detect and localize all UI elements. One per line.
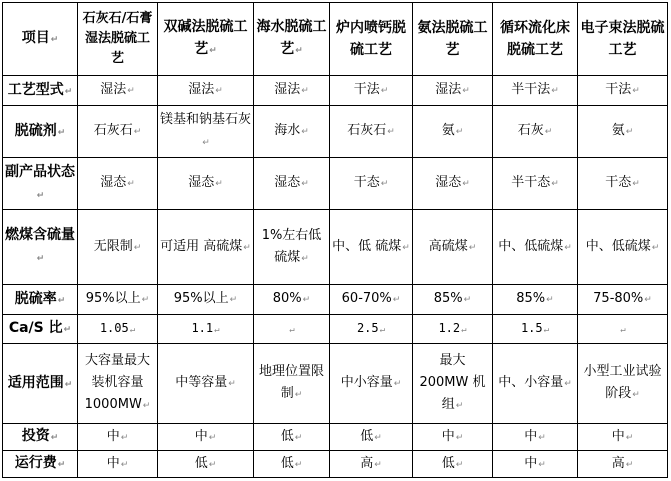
table-cell: 高↵	[330, 451, 413, 478]
table-cell: 中↵	[493, 451, 578, 478]
table-row	[3, 106, 668, 158]
table-cell: 干态↵	[578, 158, 668, 210]
table-cell: 干态↵	[330, 158, 413, 210]
table-cell: 低↵	[254, 424, 330, 451]
table-cell: 中等容量↵	[158, 344, 254, 424]
table-cell: 湿法↵	[413, 76, 493, 106]
table-cell: 75-80%↵	[578, 285, 668, 315]
table-cell: 1%左右低硫煤↵	[254, 210, 330, 285]
table-cell: 中、小容量↵	[493, 344, 578, 424]
header-cell-dual-alkali: 双碱法脱硫工艺↵	[158, 3, 254, 76]
table-cell: 低↵	[330, 424, 413, 451]
table-cell: 1.1↵	[158, 315, 254, 344]
table-row	[3, 210, 668, 285]
table-cell: ↵	[578, 315, 668, 344]
table-cell: 低↵	[254, 451, 330, 478]
table-cell: 中↵	[578, 424, 668, 451]
table-cell: 中↵	[413, 424, 493, 451]
row-label: 投资↵	[3, 424, 78, 451]
table-cell: 小型工业试验阶段↵	[578, 344, 668, 424]
table-cell: 石灰石↵	[330, 106, 413, 158]
table-cell: 干法↵	[330, 76, 413, 106]
table-cell: 2.5↵	[330, 315, 413, 344]
row-label: 脱硫率↵	[3, 285, 78, 315]
table-row	[3, 76, 668, 106]
header-cell-electron-beam: 电子束法脱硫工艺	[578, 3, 668, 76]
table-cell: 地理位置限制↵	[254, 344, 330, 424]
row-label: 燃煤含硫量↵	[3, 210, 78, 285]
table-cell: 最大 200MW 机组↵	[413, 344, 493, 424]
table-cell: 镁基和钠基石灰↵	[158, 106, 254, 158]
table-cell: 氨↵	[413, 106, 493, 158]
table-cell: 1.2↵	[413, 315, 493, 344]
table-cell: 95%以上↵	[158, 285, 254, 315]
table-cell: ↵	[254, 315, 330, 344]
table-cell: 高↵	[578, 451, 668, 478]
table-cell: 湿态↵	[254, 158, 330, 210]
table-cell: 半干法↵	[493, 76, 578, 106]
header-cell-item: 项目↵	[3, 3, 78, 76]
table-cell: 海水↵	[254, 106, 330, 158]
table-cell: 中小容量↵	[330, 344, 413, 424]
table-cell: 中、低硫煤↵	[578, 210, 668, 285]
table-row	[3, 158, 668, 210]
table-cell: 湿法↵	[254, 76, 330, 106]
table-cell: 1.05↵	[78, 315, 158, 344]
table-cell: 湿态↵	[158, 158, 254, 210]
table-row	[3, 451, 668, 478]
table-cell: 高硫煤↵	[413, 210, 493, 285]
row-label: 副产品状态↵	[3, 158, 78, 210]
header-cell-ammonia: 氨法脱硫工艺	[413, 3, 493, 76]
header-cell-cfb: 循环流化床脱硫工艺	[493, 3, 578, 76]
table-cell: 60-70%↵	[330, 285, 413, 315]
table-row	[3, 315, 668, 344]
table-row	[3, 424, 668, 451]
table-cell: 湿态↵	[413, 158, 493, 210]
table-cell: 中↵	[78, 451, 158, 478]
table-cell: 1.5↵	[493, 315, 578, 344]
header-cell-limestone-gypsum: 石灰石/石膏湿法脱硫工艺	[78, 3, 158, 76]
desulfurization-comparison-table	[2, 2, 668, 478]
row-label: 运行费↵	[3, 451, 78, 478]
table-cell: 中、低 硫煤↵	[330, 210, 413, 285]
table-cell: 中、低硫煤↵	[493, 210, 578, 285]
row-label: 脱硫剂↵	[3, 106, 78, 158]
header-cell-furnace-calcium: 炉内喷钙脱硫工艺	[330, 3, 413, 76]
table-row	[3, 285, 668, 315]
table-cell: 无限制↵	[78, 210, 158, 285]
table-cell: 半干态↵	[493, 158, 578, 210]
table-cell: 中↵	[158, 424, 254, 451]
row-label: Ca/S 比↵	[3, 315, 78, 344]
table-cell: 大容量最大装机容量 1000MW↵	[78, 344, 158, 424]
table-row	[3, 344, 668, 424]
table-cell: 80%↵	[254, 285, 330, 315]
table-cell: 石灰石↵	[78, 106, 158, 158]
table-cell: 湿态↵	[78, 158, 158, 210]
table-cell: 石灰↵	[493, 106, 578, 158]
row-label: 适用范围↵	[3, 344, 78, 424]
row-label: 工艺型式↵	[3, 76, 78, 106]
table-cell: 低↵	[413, 451, 493, 478]
table-cell: 干法↵	[578, 76, 668, 106]
table-cell: 85%↵	[493, 285, 578, 315]
table-cell: 湿法↵	[158, 76, 254, 106]
table-cell: 85%↵	[413, 285, 493, 315]
table-cell: 95%以上↵	[78, 285, 158, 315]
header-row	[3, 3, 668, 76]
table-cell: 可适用 高硫煤↵	[158, 210, 254, 285]
header-cell-seawater: 海水脱硫工艺↵	[254, 3, 330, 76]
table-cell: 低↵	[158, 451, 254, 478]
table-cell: 中↵	[493, 424, 578, 451]
table-cell: 氨↵	[578, 106, 668, 158]
table-cell: 湿法↵	[78, 76, 158, 106]
table-cell: 中↵	[78, 424, 158, 451]
